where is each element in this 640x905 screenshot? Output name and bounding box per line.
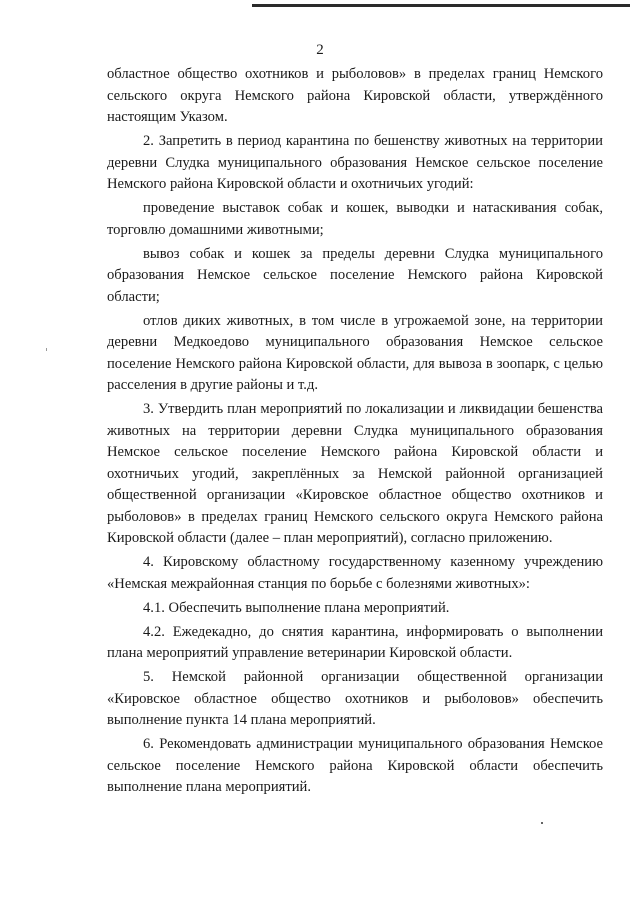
paragraph-subitem-export: вывоз собак и кошек за пределы деревни Слудка муниципального образования Немское сельское поселение Немского района Кировской области; <box>107 245 603 305</box>
paragraph-subitem-exhibitions: проведение выставок собак и кошек, выводки и натаскивания собак, торговлю домашними животными; <box>107 200 603 238</box>
paragraph-continuation: областное общество охотников и рыболовов» в пределах границ Немского сельского округа Немского района Кировской области, утверждённого настоящим Указом. <box>107 66 603 125</box>
page-number: 2 <box>316 42 324 58</box>
paragraph-item-4-2: 4.2. Ежедекадно, до снятия карантина, информировать о выполнении плана мероприятий управление ветеринарии Кировской области. <box>107 623 603 661</box>
paragraph-item-4-1: 4.1. Обеспечить выполнение плана мероприятий. <box>143 599 450 616</box>
paragraph-item-5: 5. Немской районной организации общественной организации «Кировское областное общество охотников и рыболовов» обеспечить выполнение пункта 14 плана мероприятий. <box>107 669 603 728</box>
stray-dot <box>541 822 543 824</box>
paragraph-item-4: 4. Кировскому областному государственному казенному учреждению «Немская межрайонная станция по борьбе с болезнями животных»: <box>107 554 603 592</box>
paragraph-item-3: 3. Утвердить план мероприятий по локализации и ликвидации бешенства животных на территории деревни Слудка муниципального образования Немское сельское поселение Немского района Кировской области и охотничьих угодий, закреплённых за Немской районной организацией общественной организации «Кировское областное общество охотников и рыболовов» в пределах границ Немского сельского округа Немского района Кировской области (далее – план мероприятий), согласно приложению. <box>107 401 603 546</box>
document-body <box>107 64 603 801</box>
paragraph-subitem-capture: отлов диких животных, в том числе в угрожаемой зоне, на территории деревни Медкоедово муниципального образования Немское сельское поселение Немского района Кировской области, для вывоза в зоопарк, с целью расселения в другие районы и т.д. <box>107 312 603 393</box>
paragraph-item-2: 2. Запретить в период карантина по бешенству животных на территории деревни Слудка муниципального образования Немское сельское поселение Немского района Кировской области и охотничьих угодий: <box>107 133 603 192</box>
top-border-line <box>252 4 630 7</box>
paragraph-item-6: 6. Рекомендовать администрации муниципального образования Немское сельское поселение Немского района Кировской области обеспечить выполнение плана мероприятий. <box>107 736 603 795</box>
scan-speck <box>46 348 47 351</box>
